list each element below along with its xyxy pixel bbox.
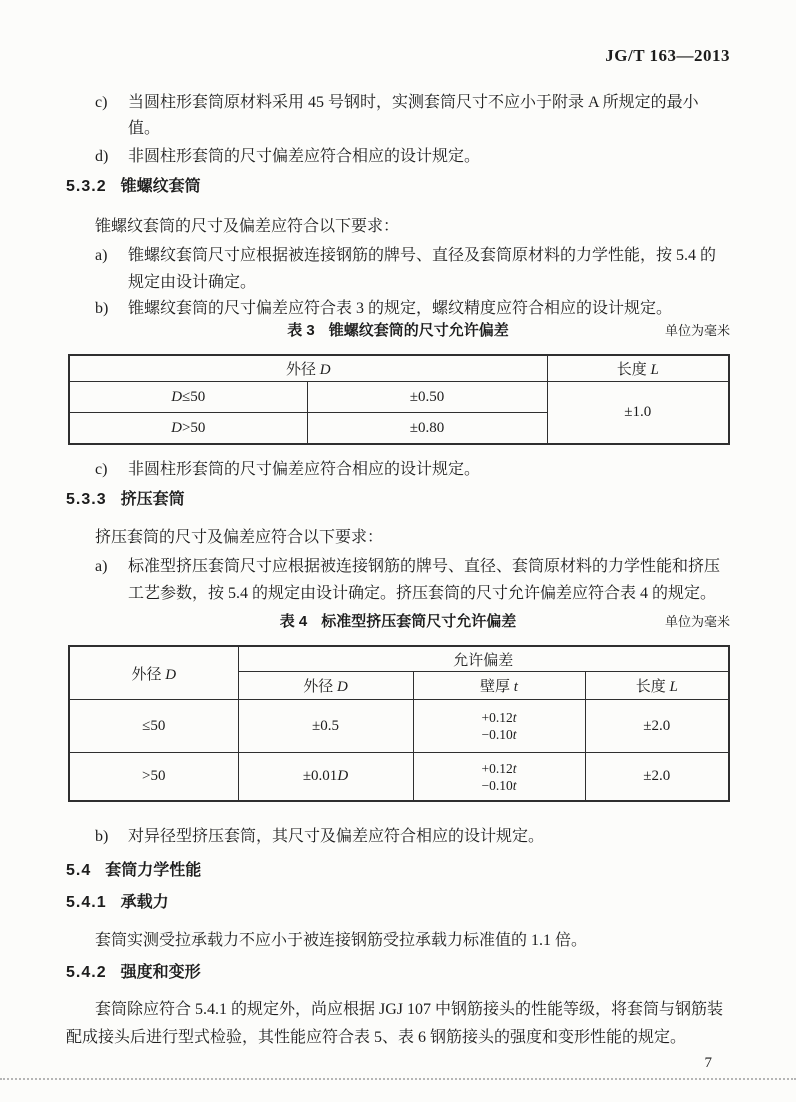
table-4-wall-thickness-cell: +0.12t −0.10t (413, 753, 585, 802)
table-4-caption (66, 613, 730, 631)
table-4-header-outer-diameter: 外径 D (69, 646, 238, 700)
page-number: 7 (704, 1055, 712, 1071)
table-4-title: 标准型挤压套筒尺寸允许偏差 (321, 613, 517, 630)
section-heading-5-4 (66, 860, 730, 882)
list-item-text: 标准型挤压套筒尺寸应根据被连接钢筋的牌号、直径、套筒原材料的力学性能和挤压工艺参数，按 5.4 的规定由设计确定。挤压套筒的尺寸允许偏差应符合表 4 的规定。 (128, 558, 721, 602)
table-4-unit: 单位为毫米 (664, 614, 730, 629)
table-3-unit: 单位为毫米 (664, 323, 730, 338)
table-3-cond-cell: D>50 (69, 413, 307, 445)
section-number: 5.4.2 (66, 964, 107, 981)
table-4-subheader-outer-diameter: 外径 D (238, 672, 413, 700)
section-number: 5.4 (66, 862, 92, 879)
table-4-header-row-1 (69, 646, 729, 672)
list-item-c2 (66, 457, 730, 483)
table-4-subheader-length: 长度 L (585, 672, 729, 700)
list-marker: a) (95, 247, 108, 264)
list-marker: b) (95, 300, 109, 317)
section-heading-5-4-1 (66, 892, 730, 914)
table-3-title: 锥螺纹套筒的尺寸允许偏差 (328, 322, 509, 339)
list-marker: b) (95, 828, 109, 845)
section-number: 5.4.1 (66, 894, 107, 911)
list-item-b1 (66, 296, 730, 322)
table-3-header-length: 长度 L (547, 355, 729, 382)
list-item-a1 (66, 242, 730, 296)
list-item-a2 (66, 553, 730, 607)
paragraph-5-4-1: 套筒实测受拉承载力不应小于被连接钢筋受拉承载力标准值的 1.1 倍。 (95, 932, 588, 949)
list-item-text: 锥螺纹套筒的尺寸偏差应符合表 3 的规定，螺纹精度应符合相应的设计规定。 (128, 300, 673, 317)
table-4-od-dev-cell: ±0.01D (238, 753, 413, 802)
table-row (69, 753, 729, 802)
table-4-length-dev-cell: ±2.0 (585, 753, 729, 802)
list-marker: d) (95, 148, 109, 165)
table-3-caption (66, 322, 730, 340)
table-3-length-dev-cell: ±1.0 (547, 382, 729, 445)
table-3-header-outer-diameter: 外径 D (69, 355, 547, 382)
table-4-d-cell: >50 (69, 753, 238, 802)
table-4-header-allowed-deviation: 允许偏差 (238, 646, 729, 672)
section-title: 承载力 (120, 894, 169, 911)
section-number: 5.3.3 (66, 491, 107, 508)
table-row (69, 700, 729, 753)
table-3-header-row (69, 355, 729, 382)
section-title: 挤压套筒 (120, 491, 185, 508)
list-marker: a) (95, 558, 108, 575)
table-4-d-cell: ≤50 (69, 700, 238, 753)
section-heading-5-4-2 (66, 962, 730, 984)
table-row (69, 382, 729, 413)
table-4-label: 表 4 (279, 613, 308, 630)
list-item-text: 非圆柱形套筒的尺寸偏差应符合相应的设计规定。 (128, 148, 481, 165)
paragraph-5-3-2-intro: 锥螺纹套筒的尺寸及偏差应符合以下要求： (95, 218, 400, 235)
section-heading-5-3-3 (66, 489, 730, 511)
doc-header: JG/T 163—2013 (605, 46, 730, 65)
list-marker: c) (95, 461, 108, 478)
paragraph-5-4-2: 套筒除应符合 5.4.1 的规定外，尚应根据 JGJ 107 中钢筋接头的性能等级，将套筒与钢筋装配成接头后进行型式检验，其性能应符合表 5、表 6 钢筋接头的强度和变形性能的规定。 (66, 1001, 724, 1046)
table-4-wall-thickness-cell: +0.12t −0.10t (413, 700, 585, 753)
table-4 (68, 645, 730, 802)
table-4-od-dev-cell: ±0.5 (238, 700, 413, 753)
table-4-subheader-wall-thickness: 壁厚 t (413, 672, 585, 700)
list-item-text: 非圆柱形套筒的尺寸偏差应符合相应的设计规定。 (128, 461, 481, 478)
table-4-length-dev-cell: ±2.0 (585, 700, 729, 753)
list-item-text: 锥螺纹套筒尺寸应根据被连接钢筋的牌号、直径及套筒原材料的力学性能，按 5.4 的规定由设计确定。 (128, 247, 717, 291)
list-item-c1 (66, 90, 730, 142)
scan-edge-dotted-line (0, 1078, 796, 1080)
section-title: 套筒力学性能 (105, 862, 202, 879)
list-item-b2 (66, 824, 730, 850)
table-3-dev-cell: ±0.50 (307, 382, 547, 413)
list-item-text: 对异径型挤压套筒，其尺寸及偏差应符合相应的设计规定。 (128, 828, 545, 845)
table-3-cond-cell: D≤50 (69, 382, 307, 413)
table-3-label: 表 3 (287, 322, 315, 339)
list-item-text: 当圆柱形套筒原材料采用 45 号钢时，实测套筒尺寸不应小于附录 A 所规定的最小值。 (128, 94, 699, 137)
section-title: 锥螺纹套筒 (120, 178, 201, 195)
table-3-dev-cell: ±0.80 (307, 413, 547, 445)
section-number: 5.3.2 (66, 178, 107, 195)
section-heading-5-3-2 (66, 176, 730, 198)
list-marker: c) (95, 94, 108, 111)
section-title: 强度和变形 (120, 964, 201, 981)
list-item-d1 (66, 144, 730, 170)
table-3 (68, 354, 730, 445)
paragraph-5-3-3-intro: 挤压套筒的尺寸及偏差应符合以下要求： (95, 529, 384, 546)
